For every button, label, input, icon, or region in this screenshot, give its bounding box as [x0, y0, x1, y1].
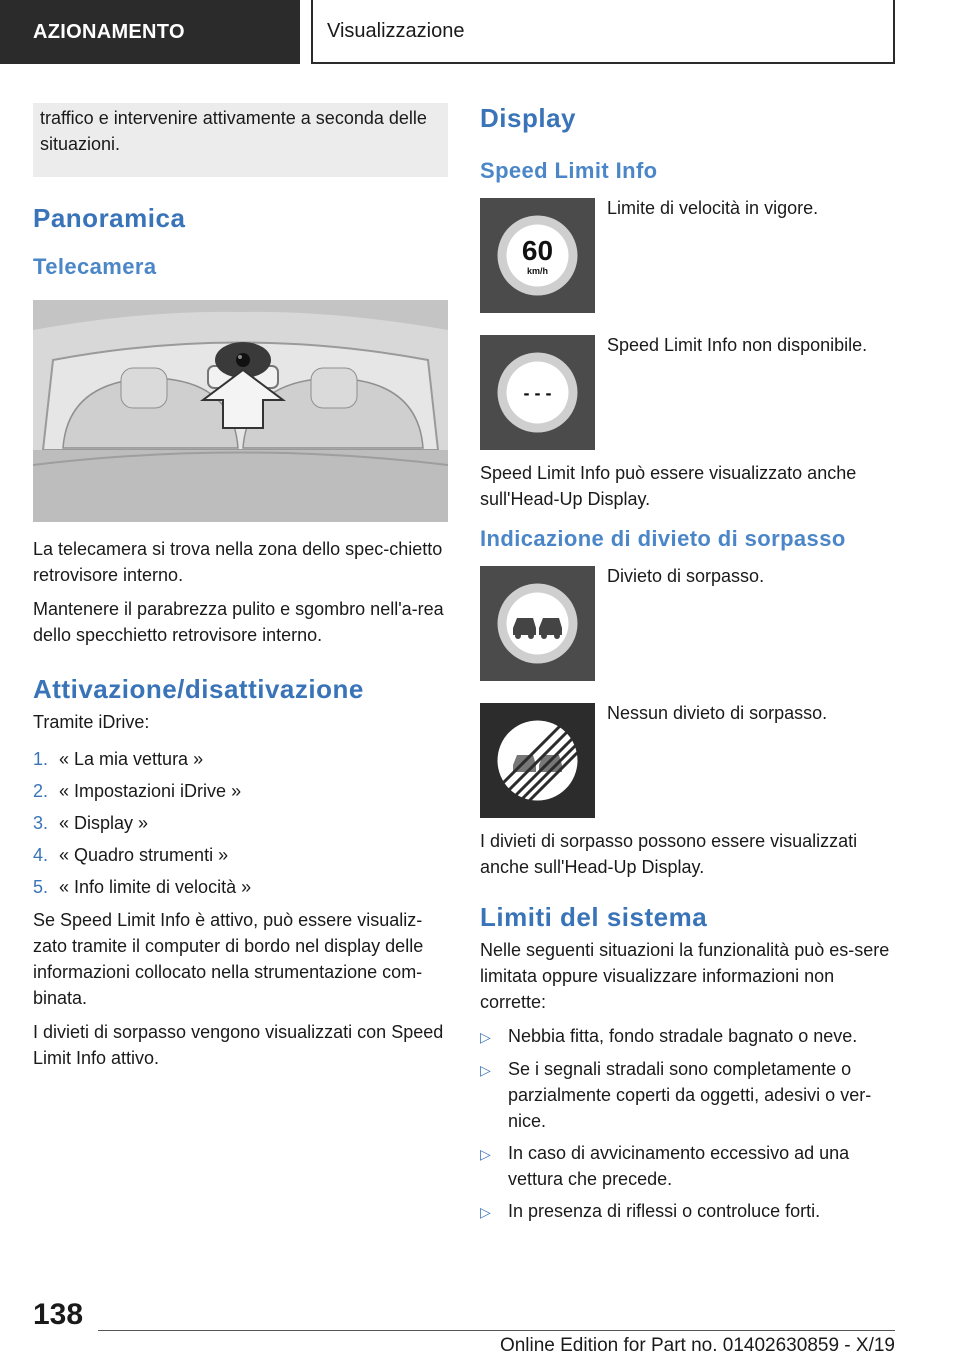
triangle-bullet-icon: ▷: [480, 1146, 491, 1162]
speed-limit-unavailable-icon: [480, 335, 595, 450]
chapter-title: Visualizzazione: [327, 19, 465, 42]
left-column: [33, 103, 448, 1071]
svg-text:km/h: km/h: [526, 266, 549, 276]
camera-location-text: La telecamera si trova nella zona dello spec-chietto retrovisore interno.: [33, 539, 443, 585]
steps-list: [33, 743, 448, 903]
list-item: ▷ In caso di avvicinamento eccessivo ad una vettura che precede.: [480, 1140, 895, 1192]
speed-limit-60-icon: [480, 198, 595, 313]
sign-row-no-overtake: [480, 566, 895, 681]
page-number: 138: [33, 1298, 84, 1331]
speed-hud-text: Speed Limit Info può essere visualizzato anche sull'Head-Up Display.: [480, 463, 857, 509]
speed-valid-text: Limite di velocità in vigore.: [607, 198, 819, 218]
heading-overview: Panoramica: [33, 203, 186, 233]
section-title: AZIONAMENTO: [33, 20, 185, 43]
triangle-bullet-icon: ▷: [480, 1029, 491, 1045]
triangle-bullet-icon: ▷: [480, 1204, 491, 1220]
chapter-tab: [311, 0, 895, 64]
section-tab: [0, 0, 300, 64]
limits-intro-text: Nelle seguenti situazioni la funzionalità può es-sere limitata oppure visualizzare informazioni non corrette:: [480, 940, 890, 1012]
list-item: ▷ Se i segnali stradali sono completamente o parzialmente coperti da oggetti, adesivi o ver-nice.: [480, 1056, 895, 1134]
no-overtake-text: Divieto di sorpasso.: [607, 566, 765, 586]
sign-row-end-no-overtake: [480, 703, 895, 818]
list-item: ▷ In presenza di riflessi o controluce forti.: [480, 1198, 895, 1225]
heading-camera: Telecamera: [33, 254, 157, 279]
list-item: 5. « Info limite di velocità »: [33, 876, 252, 897]
list-item: ▷ Nebbia fitta, fondo stradale bagnato o neve.: [480, 1023, 895, 1050]
note-text: traffico e intervenire attivamente a seconda delle situazioni.: [40, 108, 427, 154]
heading-overtake: Indicazione di divieto di sorpasso: [480, 526, 846, 551]
speed-unavailable-text: Speed Limit Info non disponibile.: [607, 335, 868, 355]
right-column: [480, 103, 895, 1231]
limits-list: [480, 1023, 895, 1225]
end-no-overtaking-icon: [480, 703, 595, 818]
edition-text: Online Edition for Part no. 01402630859 - X/19: [499, 1335, 895, 1356]
camera-illustration: [33, 300, 448, 522]
footer-divider: [98, 1330, 895, 1331]
heading-system-limits: Limiti del sistema: [480, 902, 708, 932]
no-overtaking-icon: [480, 566, 595, 681]
svg-text:- - -: - - -: [523, 383, 552, 403]
camera-clean-text: Mantenere il parabrezza pulito e sgombro nell'a-rea dello specchietto retrovisore interno.: [33, 599, 444, 645]
svg-text:60: 60: [521, 235, 554, 266]
active-info-text: Se Speed Limit Info è attivo, può essere visualiz-zato tramite il computer di bordo nel display delle informazioni collocato nella strumentazione com-binata.: [33, 910, 424, 1008]
via-idrive-text: Tramite iDrive:: [33, 712, 150, 732]
heading-display: Display: [480, 103, 576, 133]
list-item: 3. « Display »: [33, 812, 149, 833]
list-item: 1. « La mia vettura »: [33, 748, 204, 769]
end-no-overtake-text: Nessun divieto di sorpasso.: [607, 703, 828, 723]
sign-row-unavailable: [480, 335, 895, 450]
list-item: 2. « Impostazioni iDrive »: [33, 780, 242, 801]
triangle-bullet-icon: ▷: [480, 1062, 491, 1078]
note-box: [33, 103, 448, 177]
overtake-info-text: I divieti di sorpasso vengono visualizzati con Speed Limit Info attivo.: [33, 1022, 444, 1068]
list-item: 4. « Quadro strumenti »: [33, 844, 229, 865]
overtake-hud-text: I divieti di sorpasso possono essere visualizzati anche sull'Head-Up Display.: [480, 831, 858, 877]
heading-activation: Attivazione/disattivazione: [33, 674, 364, 704]
heading-speed-limit-info: Speed Limit Info: [480, 158, 658, 183]
sign-row-speed: [480, 198, 895, 313]
